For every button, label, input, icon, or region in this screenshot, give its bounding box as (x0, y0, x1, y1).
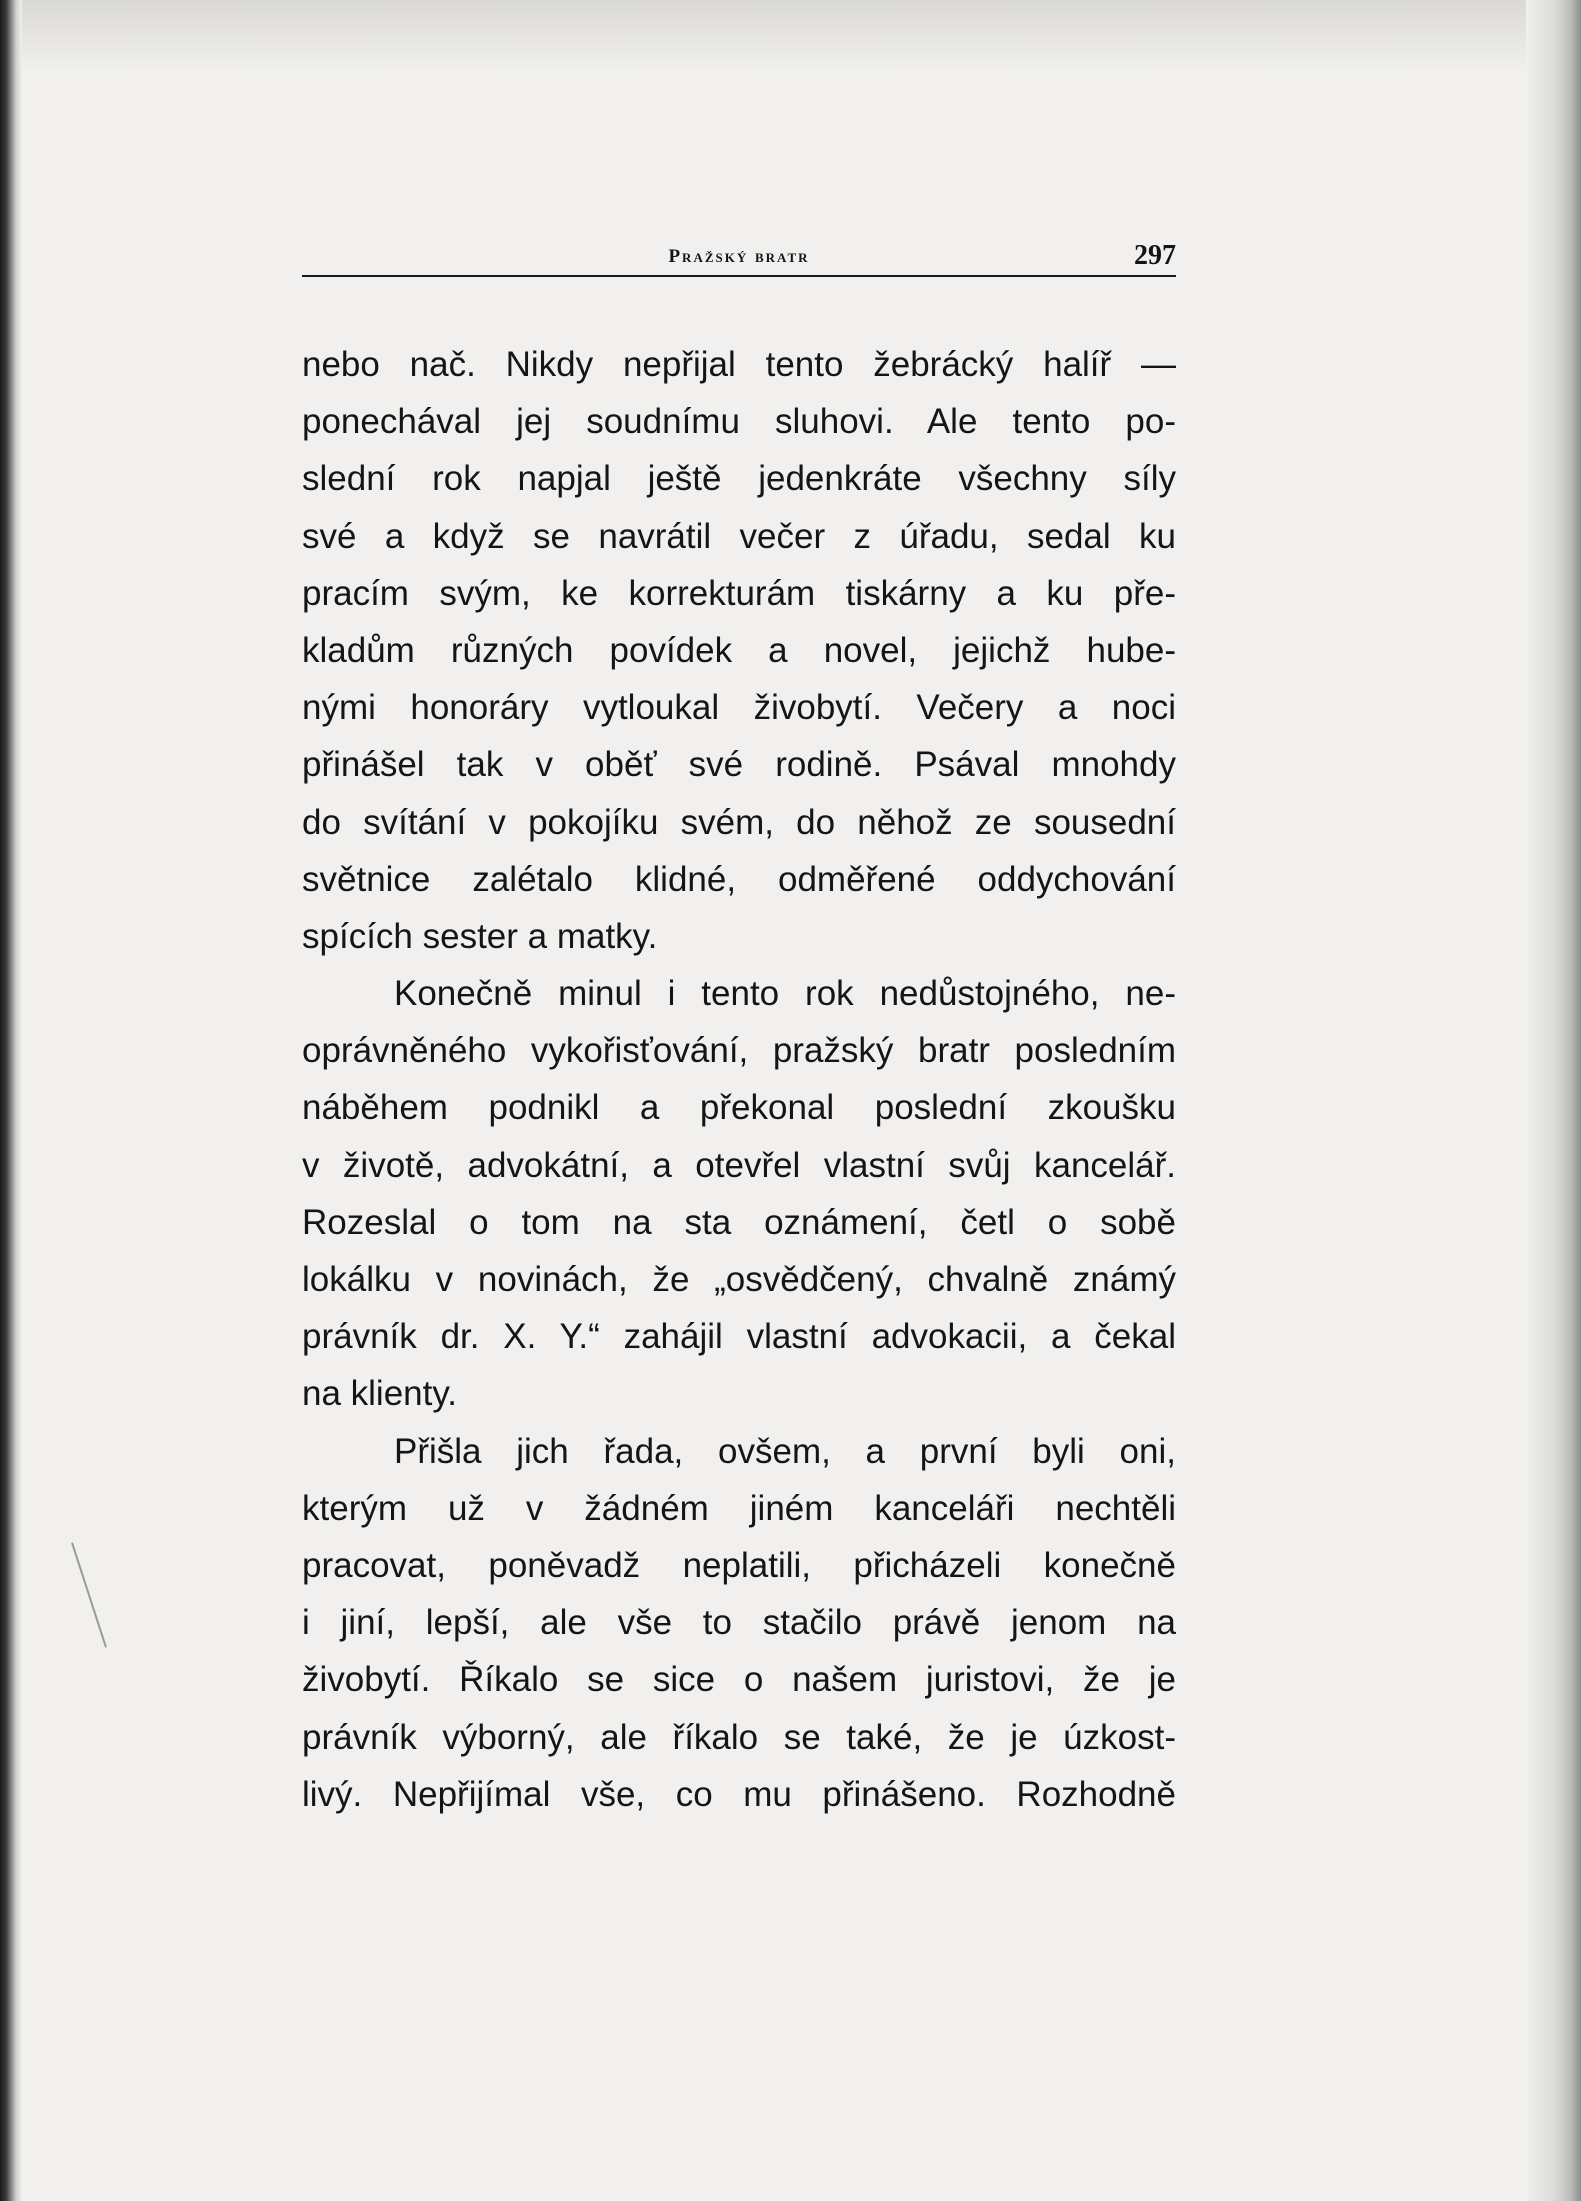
scan-mark (71, 1542, 107, 1647)
text-line: náběhem podnikl a překonal poslední zkoušku (302, 1088, 1176, 1128)
text-line: přinášel tak v oběť své rodině. Psával mnohdy (302, 745, 1176, 785)
text-line: kterým už v žádném jiném kanceláři nechtěli (302, 1488, 1176, 1528)
text-line: nebo nač. Nikdy nepřijal tento žebrácký halíř — (302, 345, 1176, 384)
text-line: nými honoráry vytloukal živobytí. Večery a noci (302, 688, 1176, 728)
text-line: oprávněného vykořisťování, pražský bratr posledním (302, 1031, 1176, 1071)
scan-spine-edge (0, 0, 22, 2201)
scan-right-edge (1526, 0, 1581, 2201)
paragraph-1 (302, 336, 1176, 965)
text-line: slední rok napjal ještě jedenkráte všechny síly (302, 459, 1176, 499)
text-line: kladům různých povídek a novel, jejichž hube- (302, 630, 1176, 670)
scan-top-shadow (0, 0, 1581, 70)
text-line: Rozeslal o tom na sta oznámení, četl o sobě (302, 1202, 1176, 1242)
text-line: na klienty. (302, 1374, 457, 1414)
text-line: právník dr. X. Y.“ zahájil vlastní advokacii, a čekal (302, 1317, 1176, 1357)
paragraph-2 (302, 965, 1176, 1423)
paragraph-3 (302, 1423, 1176, 1823)
running-head (302, 238, 1176, 274)
running-title: Pražský bratr (668, 246, 810, 267)
text-line: své a když se navrátil večer z úřadu, sedal ku (302, 516, 1176, 556)
text-line: právník výborný, ale říkalo se také, že je úzkost- (302, 1717, 1176, 1757)
text-line: pracovat, poněvadž neplatili, přicházeli konečně (302, 1545, 1176, 1585)
text-line: Přišla jich řada, ovšem, a první byli oni, (394, 1431, 1176, 1471)
text-line: do svítání v pokojíku svém, do něhož ze sousední (302, 802, 1176, 842)
text-line: spících sester a matky. (302, 916, 658, 956)
text-line: světnice zalétalo klidné, odměřené oddychování (302, 859, 1176, 899)
page-number: 297 (1134, 240, 1176, 271)
text-line: živobytí. Říkalo se sice o našem juristovi, že je (302, 1660, 1176, 1700)
body-text (302, 336, 1176, 1823)
text-line: v životě, advokátní, a otevřel vlastní svůj kancelář. (302, 1145, 1176, 1185)
text-line: pracím svým, ke korrekturám tiskárny a ku pře- (302, 573, 1176, 613)
text-line: Konečně minul i tento rok nedůstojného, ne- (394, 974, 1176, 1014)
text-line: livý. Nepřijímal vše, co mu přinášeno. Rozhodně (302, 1774, 1176, 1814)
header-rule (302, 275, 1176, 277)
text-line: i jiní, lepší, ale vše to stačilo právě jenom na (302, 1603, 1176, 1643)
text-line: ponechával jej soudnímu sluhovi. Ale tento po- (302, 402, 1176, 442)
text-line: lokálku v novinách, že „osvědčený, chvalně známý (302, 1260, 1176, 1299)
